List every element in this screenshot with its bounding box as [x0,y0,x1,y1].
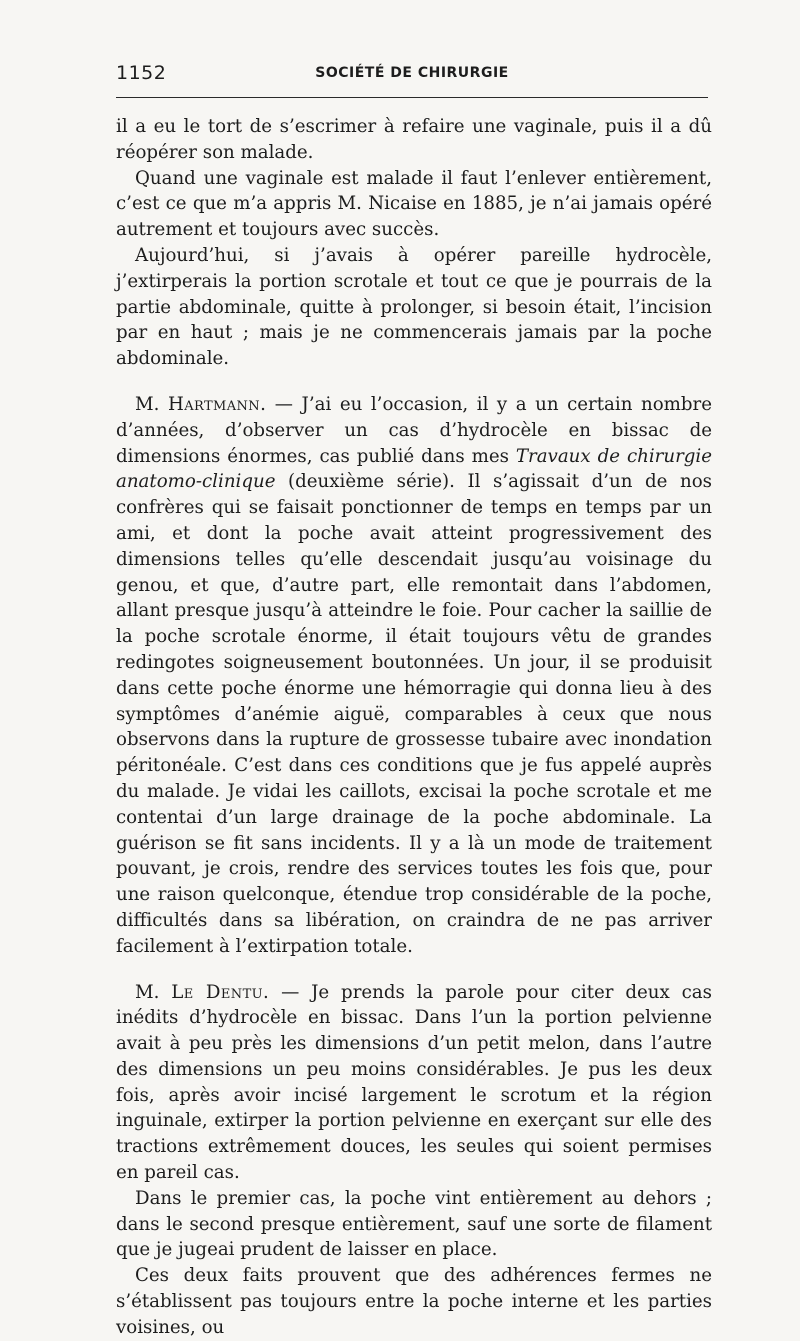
paragraph-le-dentu [116,980,712,1186]
page-number: 1152 [116,62,167,84]
header-rule [116,97,708,98]
speaker-name-hartmann: Hartmann. [167,393,267,415]
paragraph-deux-faits: Ces deux faits prouvent que des adhérences fermes ne s’établissent pas toujours entre la poche interne et les parties voisines, ou [116,1265,712,1338]
paragraph-hartmann [116,392,712,960]
paragraph-continued: il a eu le tort de s’escrimer à refaire une vaginale, puis il a dû réopérer son malade. [116,116,712,163]
body-text [116,114,712,1341]
running-head [116,62,708,86]
speaker-name-le-dentu: Le Dentu. [171,981,270,1003]
cited-work-title: Travaux de chirurgie anatomo-clinique [116,445,712,493]
speaker-prefix: M. [135,393,168,415]
hartmann-text-before: — J’ai eu l’occasion, il y a un certain nombre d’années, d’observer un cas d’hydrocèle en bissac de dimensions énormes, cas publié dans mes [116,393,712,467]
speaker-prefix: M. [135,981,172,1003]
paragraph-premier-cas: Dans le premier cas, la poche vint entièrement au dehors ; dans le second presque entièrement, sauf une sorte de filament que je jugeai prudent de laisser en place. [116,1187,712,1261]
hartmann-text-after: (deuxième série). Il s’agissait d’un de nos confrères qui se faisait ponctionner de temps en temps par un ami, et dont la poche avait atteint progressivement des dimensions telles qu’elle descendait jusqu’au voisinage du genou, et que, d’autre part, elle remontait dans l’abdomen, allant presque jusqu’à atteindre le foie. Pour cacher la saillie de la poche scrotale énorme, il était toujours vêtu de grandes redingotes soigneusement boutonnées. Un jour, il se produisit dans cette poche énorme une hémorragie qui donna lieu à des symptômes d’anémie aiguë, comparables à ceux que nous observons dans la rupture de grossesse tubaire avec inondation péritonéale. C’est dans ces conditions que je fus appelé auprès du malade. Je vidai les caillots, excisai la poche scrotale et me contentai d’un large drainage de la poche abdominale. La guérison se fit sans incidents. Il y a là un mode de traitement pouvant, je crois, rendre des services toutes les fois que, pour une raison quelconque, étendue trop considérable de la poche, difficultés dans sa libération, on craindra de ne pas arriver facilement à l’extirpation totale. [116,471,712,957]
paragraph-vaginale: Quand une vaginale est malade il faut l’enlever entièrement, c’est ce que m’a appris M. Nicaise en 1885, je n’ai jamais opéré autrement et toujours avec succès. [116,167,712,241]
paragraph-aujourdhui: Aujourd’hui, si j’avais à opérer pareille hydrocèle, j’extirperais la portion scrotale et tout ce que je pourrais de la partie abdominale, quitte à prolonger, si besoin était, l’incision par en haut ; mais je ne commencerais jamais par la poche abdominale. [116,244,712,370]
journal-title: SOCIÉTÉ DE CHIRURGIE [315,65,509,81]
le-dentu-text: — Je prends la parole pour citer deux cas inédits d’hydrocèle en bissac. Dans l’un la portion pelvienne avait à peu près les dimensions d’un petit melon, dans l’autre des dimensions un peu moins considérables. Je pus les deux fois, après avoir incisé largement le scrotum et la région inguinale, extirper la portion pelvienne en exerçant sur elle des tractions extrêmement douces, les seules qui soient permises en pareil cas. [116,981,712,1184]
